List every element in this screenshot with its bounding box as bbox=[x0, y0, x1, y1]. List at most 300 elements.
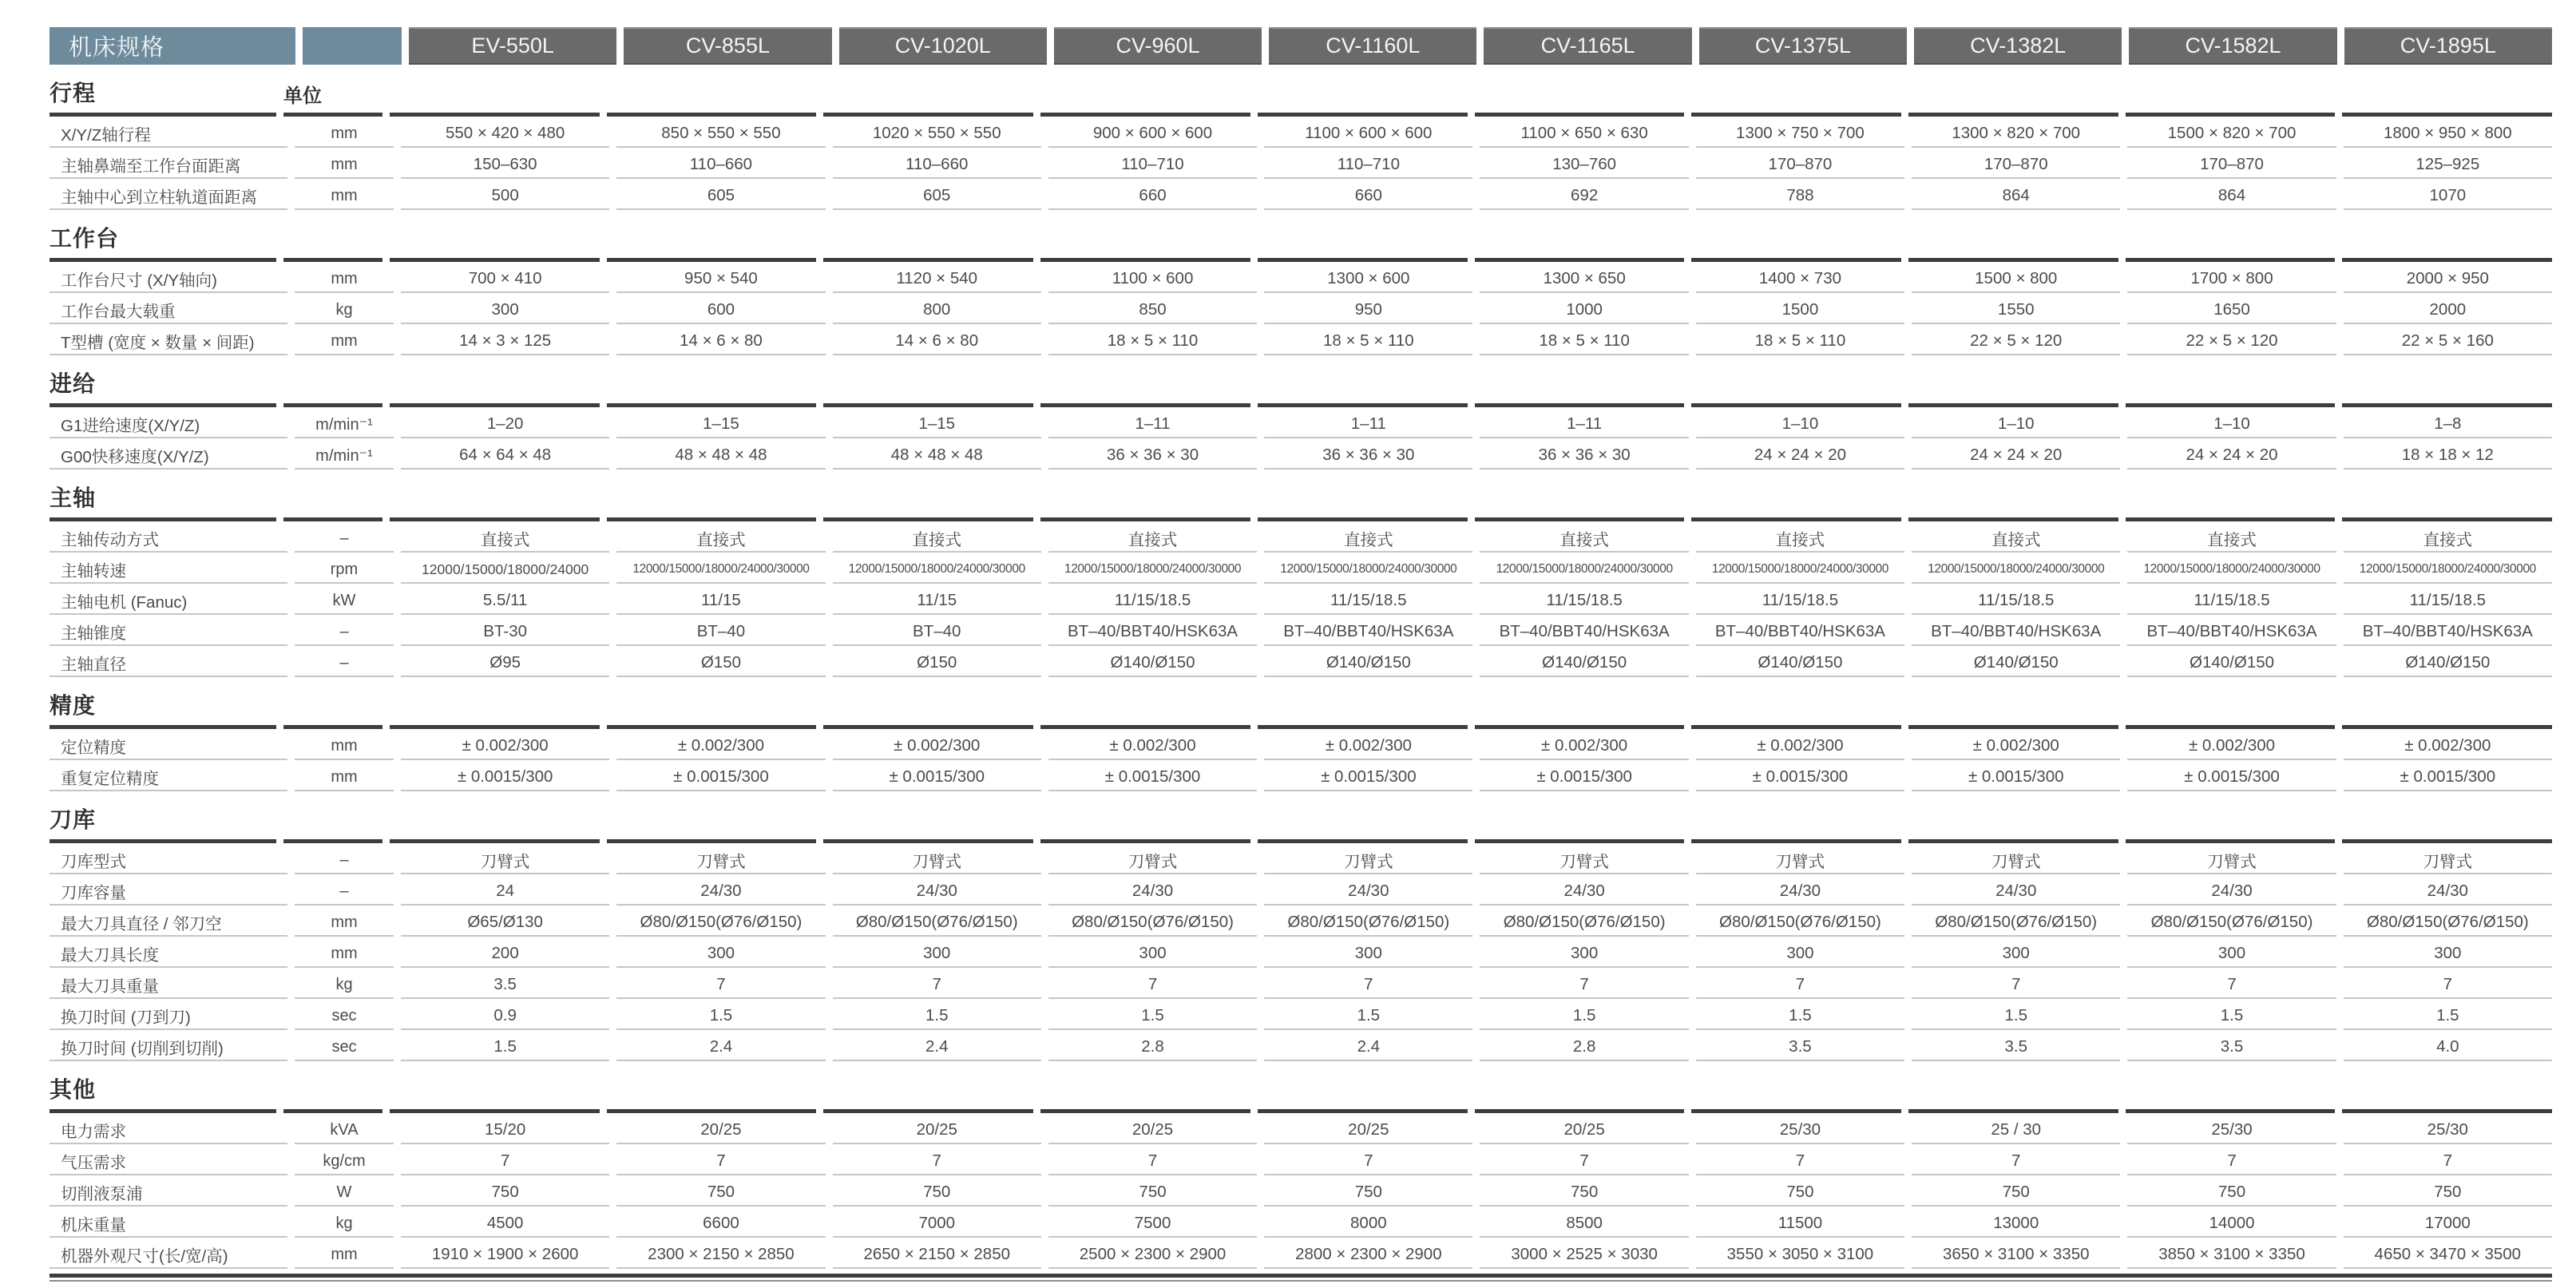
row-value: 1400 × 730 bbox=[1696, 266, 1904, 293]
section-rule-segment bbox=[2126, 1073, 2336, 1113]
row-value: 22 × 5 × 120 bbox=[2127, 328, 2336, 355]
spec-row bbox=[50, 588, 2552, 615]
row-value: 12000/15000/18000/24000 bbox=[401, 557, 609, 584]
row-value: 14 × 6 × 80 bbox=[616, 328, 825, 355]
row-value: ± 0.0015/300 bbox=[2344, 764, 2552, 791]
row-value: 1.5 bbox=[1264, 1003, 1472, 1030]
row-value: 20/25 bbox=[1480, 1117, 1688, 1144]
row-value: 14 × 6 × 80 bbox=[833, 328, 1041, 355]
section-rule-segment bbox=[1475, 77, 1685, 117]
row-value: ± 0.0015/300 bbox=[2127, 764, 2336, 791]
row-unit: – bbox=[295, 619, 394, 646]
section-rule-segment bbox=[1475, 1073, 1685, 1113]
row-value: 1100 × 650 × 630 bbox=[1480, 121, 1688, 148]
row-value: BT–40 bbox=[833, 619, 1041, 646]
row-unit: mm bbox=[295, 266, 394, 293]
row-value: 1–8 bbox=[2344, 411, 2552, 438]
row-value: Ø140/Ø150 bbox=[1048, 650, 1257, 677]
row-label: 刀库容量 bbox=[50, 878, 287, 906]
row-value: 1300 × 650 bbox=[1480, 266, 1688, 293]
row-value: 4.0 bbox=[2344, 1034, 2552, 1061]
row-value: ± 0.0015/300 bbox=[1480, 764, 1688, 791]
row-label: 主轴锥度 bbox=[50, 619, 287, 646]
section-rule-segment bbox=[1908, 77, 2118, 117]
row-value: 110–710 bbox=[1264, 152, 1472, 179]
section-title: 工作台 bbox=[50, 222, 276, 262]
model-header: CV-1582L bbox=[2129, 27, 2336, 65]
row-value: 24/30 bbox=[1480, 878, 1688, 906]
row-value: 7 bbox=[2344, 1148, 2552, 1175]
row-value: 125–925 bbox=[2344, 152, 2552, 179]
spec-row bbox=[50, 328, 2552, 355]
section-rule-segment bbox=[2126, 482, 2336, 521]
row-value: 36 × 36 × 30 bbox=[1480, 442, 1688, 470]
row-value: 864 bbox=[1912, 183, 2120, 210]
row-value: 24/30 bbox=[616, 878, 825, 906]
row-value: 22 × 5 × 120 bbox=[1912, 328, 2120, 355]
row-value: Ø140/Ø150 bbox=[1264, 650, 1472, 677]
section-rule-segment bbox=[1691, 222, 1901, 262]
row-value: 1–15 bbox=[833, 411, 1041, 438]
row-value: 直接式 bbox=[616, 525, 825, 553]
section-rule-segment bbox=[1258, 689, 1468, 729]
row-label: G00快移速度(X/Y/Z) bbox=[50, 442, 287, 470]
section-rule-segment bbox=[2126, 803, 2336, 843]
row-unit: kg bbox=[295, 972, 394, 999]
row-value: 18 × 5 × 110 bbox=[1696, 328, 1904, 355]
row-value: 788 bbox=[1696, 183, 1904, 210]
spec-section bbox=[50, 77, 2552, 210]
row-value: 1–11 bbox=[1048, 411, 1257, 438]
row-value: 1.5 bbox=[401, 1034, 609, 1061]
spec-row bbox=[50, 1117, 2552, 1144]
section-rule-segment bbox=[390, 482, 600, 521]
row-value: 7 bbox=[1912, 972, 2120, 999]
row-value: 8000 bbox=[1264, 1211, 1472, 1238]
row-value: 直接式 bbox=[1696, 525, 1904, 553]
row-unit: – bbox=[295, 847, 394, 874]
row-value: 48 × 48 × 48 bbox=[833, 442, 1041, 470]
row-value: 1.5 bbox=[1696, 1003, 1904, 1030]
row-value: 300 bbox=[616, 941, 825, 968]
section-rule-segment bbox=[1908, 689, 2118, 729]
row-value: 8500 bbox=[1480, 1211, 1688, 1238]
spec-row bbox=[50, 878, 2552, 906]
row-value: 800 bbox=[833, 297, 1041, 324]
row-value: 300 bbox=[833, 941, 1041, 968]
row-unit: kg bbox=[295, 297, 394, 324]
row-value: Ø80/Ø150(Ø76/Ø150) bbox=[2127, 910, 2336, 937]
section-rule-segment bbox=[2342, 482, 2552, 521]
row-value: 18 × 5 × 110 bbox=[1048, 328, 1257, 355]
row-unit: rpm bbox=[295, 557, 394, 584]
row-value: ± 0.0015/300 bbox=[833, 764, 1041, 791]
section-rule-segment bbox=[2342, 77, 2552, 117]
row-label: 切削液泵浦 bbox=[50, 1179, 287, 1207]
row-value: 110–660 bbox=[616, 152, 825, 179]
row-value: ± 0.002/300 bbox=[1696, 733, 1904, 760]
row-value: 1300 × 600 bbox=[1264, 266, 1472, 293]
model-header: CV-1160L bbox=[1269, 27, 1476, 65]
row-value: 12000/15000/18000/24000/30000 bbox=[2344, 557, 2552, 584]
row-value: 24/30 bbox=[1264, 878, 1472, 906]
row-value: 864 bbox=[2127, 183, 2336, 210]
section-rule-segment bbox=[607, 367, 817, 407]
row-value: 24 × 24 × 20 bbox=[2127, 442, 2336, 470]
section-rule-segment bbox=[1040, 367, 1250, 407]
row-value: 11/15/18.5 bbox=[1696, 588, 1904, 615]
spec-row bbox=[50, 764, 2552, 791]
row-value: 2.4 bbox=[616, 1034, 825, 1061]
section-rule-segment bbox=[1258, 77, 1468, 117]
row-value: 1–11 bbox=[1480, 411, 1688, 438]
machine-spec-table bbox=[50, 27, 2552, 1282]
spec-row bbox=[50, 152, 2552, 179]
section-title-row bbox=[50, 1073, 2552, 1113]
row-value: 25/30 bbox=[2344, 1117, 2552, 1144]
row-value: 750 bbox=[2127, 1179, 2336, 1207]
row-value: 24 bbox=[401, 878, 609, 906]
row-value: 1.5 bbox=[1048, 1003, 1257, 1030]
row-value: 170–870 bbox=[2127, 152, 2336, 179]
row-value: Ø140/Ø150 bbox=[2344, 650, 2552, 677]
row-value: 110–710 bbox=[1048, 152, 1257, 179]
unit-column-label bbox=[283, 689, 382, 729]
row-label: G1进给速度(X/Y/Z) bbox=[50, 411, 287, 438]
row-value: 15/20 bbox=[401, 1117, 609, 1144]
row-value: 750 bbox=[2344, 1179, 2552, 1207]
section-rule-segment bbox=[1040, 803, 1250, 843]
row-value: Ø95 bbox=[401, 650, 609, 677]
row-value: 170–870 bbox=[1912, 152, 2120, 179]
row-value: 300 bbox=[1912, 941, 2120, 968]
row-value: 48 × 48 × 48 bbox=[616, 442, 825, 470]
spec-row bbox=[50, 442, 2552, 470]
row-unit: W bbox=[295, 1179, 394, 1207]
row-value: 7 bbox=[2344, 972, 2552, 999]
row-label: 气压需求 bbox=[50, 1148, 287, 1175]
row-value: 1500 bbox=[1696, 297, 1904, 324]
row-value: 12000/15000/18000/24000/30000 bbox=[833, 557, 1041, 584]
row-value: 1–15 bbox=[616, 411, 825, 438]
row-value: 1300 × 820 × 700 bbox=[1912, 121, 2120, 148]
section-rule-segment bbox=[1691, 1073, 1901, 1113]
section-title: 刀库 bbox=[50, 803, 276, 843]
sections-container bbox=[50, 77, 2552, 1269]
unit-column-label bbox=[283, 1073, 382, 1113]
row-value: 1020 × 550 × 550 bbox=[833, 121, 1041, 148]
section-rule-segment bbox=[2342, 803, 2552, 843]
section-rule-segment bbox=[823, 689, 1033, 729]
row-value: 7 bbox=[833, 972, 1041, 999]
row-value: 直接式 bbox=[1480, 525, 1688, 553]
spec-row bbox=[50, 1034, 2552, 1061]
row-value: 1100 × 600 × 600 bbox=[1264, 121, 1472, 148]
spec-row bbox=[50, 557, 2552, 584]
section-title: 精度 bbox=[50, 689, 276, 729]
spec-row bbox=[50, 525, 2552, 553]
model-header: CV-1382L bbox=[1914, 27, 2122, 65]
row-value: Ø80/Ø150(Ø76/Ø150) bbox=[2344, 910, 2552, 937]
spec-row bbox=[50, 972, 2552, 999]
row-value: BT–40/BBT40/HSK63A bbox=[1480, 619, 1688, 646]
section-rule-segment bbox=[1908, 803, 2118, 843]
section-rule-segment bbox=[1691, 482, 1901, 521]
row-value: 750 bbox=[401, 1179, 609, 1207]
row-value: 605 bbox=[833, 183, 1041, 210]
section-rule-segment bbox=[2126, 689, 2336, 729]
row-value: 24/30 bbox=[833, 878, 1041, 906]
section-rule-segment bbox=[823, 482, 1033, 521]
row-value: 36 × 36 × 30 bbox=[1264, 442, 1472, 470]
row-value: ± 0.0015/300 bbox=[401, 764, 609, 791]
table-bottom-rule bbox=[50, 1274, 2552, 1278]
model-header: CV-1375L bbox=[1699, 27, 1907, 65]
row-value: 7 bbox=[1480, 972, 1688, 999]
section-rule-segment bbox=[1040, 1073, 1250, 1113]
unit-column-label bbox=[283, 222, 382, 262]
section-rule-segment bbox=[390, 77, 600, 117]
row-value: Ø140/Ø150 bbox=[2127, 650, 2336, 677]
model-header: CV-960L bbox=[1054, 27, 1262, 65]
row-value: 3.5 bbox=[1696, 1034, 1904, 1061]
spec-row bbox=[50, 266, 2552, 293]
section-rule-segment bbox=[823, 1073, 1033, 1113]
row-label: 主轴转速 bbox=[50, 557, 287, 584]
row-value: 5.5/11 bbox=[401, 588, 609, 615]
row-value: 4650 × 3470 × 3500 bbox=[2344, 1242, 2552, 1269]
row-value: 700 × 410 bbox=[401, 266, 609, 293]
spec-section bbox=[50, 367, 2552, 470]
row-value: 1.5 bbox=[2127, 1003, 2336, 1030]
row-value: 11/15/18.5 bbox=[1912, 588, 2120, 615]
row-unit: kg/cm bbox=[295, 1148, 394, 1175]
row-label: 最大刀具重量 bbox=[50, 972, 287, 999]
row-value: 3.5 bbox=[401, 972, 609, 999]
row-value: ± 0.0015/300 bbox=[1912, 764, 2120, 791]
row-value: 1800 × 950 × 800 bbox=[2344, 121, 2552, 148]
section-rule-segment bbox=[823, 77, 1033, 117]
row-value: Ø80/Ø150(Ø76/Ø150) bbox=[1696, 910, 1904, 937]
row-value: 2500 × 2300 × 2900 bbox=[1048, 1242, 1257, 1269]
section-rule-segment bbox=[1258, 803, 1468, 843]
spec-table-header-row bbox=[50, 27, 2552, 65]
section-rule-segment bbox=[1040, 77, 1250, 117]
row-unit: – bbox=[295, 525, 394, 553]
row-label: 刀库型式 bbox=[50, 847, 287, 874]
row-value: 24 × 24 × 20 bbox=[1696, 442, 1904, 470]
section-rule-segment bbox=[2342, 222, 2552, 262]
spec-row bbox=[50, 1179, 2552, 1207]
row-value: 7 bbox=[1264, 1148, 1472, 1175]
section-title: 主轴 bbox=[50, 482, 276, 521]
spec-row bbox=[50, 297, 2552, 324]
row-unit: kg bbox=[295, 1211, 394, 1238]
row-label: 主轴电机 (Fanuc) bbox=[50, 588, 287, 615]
row-value: BT–40/BBT40/HSK63A bbox=[1912, 619, 2120, 646]
row-label: 工作台最大载重 bbox=[50, 297, 287, 324]
row-unit: mm bbox=[295, 733, 394, 760]
row-value: 12000/15000/18000/24000/30000 bbox=[616, 557, 825, 584]
section-title: 行程 bbox=[50, 77, 276, 117]
row-value: 7 bbox=[2127, 972, 2336, 999]
row-value: 64 × 64 × 48 bbox=[401, 442, 609, 470]
row-value: BT–40/BBT40/HSK63A bbox=[2127, 619, 2336, 646]
row-value: 2.8 bbox=[1048, 1034, 1257, 1061]
row-value: 1550 bbox=[1912, 297, 2120, 324]
row-value: 900 × 600 × 600 bbox=[1048, 121, 1257, 148]
section-rule-segment bbox=[823, 222, 1033, 262]
row-value: Ø80/Ø150(Ø76/Ø150) bbox=[833, 910, 1041, 937]
row-value: 25/30 bbox=[1696, 1117, 1904, 1144]
row-value: 750 bbox=[1912, 1179, 2120, 1207]
spec-row bbox=[50, 183, 2552, 210]
row-value: 刀臂式 bbox=[2127, 847, 2336, 874]
row-label: 主轴鼻端至工作台面距离 bbox=[50, 152, 287, 179]
row-value: 3850 × 3100 × 3350 bbox=[2127, 1242, 2336, 1269]
row-value: 7 bbox=[1696, 1148, 1904, 1175]
spec-section bbox=[50, 222, 2552, 355]
row-value: 12000/15000/18000/24000/30000 bbox=[1696, 557, 1904, 584]
section-rule-segment bbox=[390, 367, 600, 407]
section-rule-segment bbox=[607, 77, 817, 117]
row-value: 2.4 bbox=[833, 1034, 1041, 1061]
section-rule-segment bbox=[607, 482, 817, 521]
row-value: 17000 bbox=[2344, 1211, 2552, 1238]
row-unit: sec bbox=[295, 1034, 394, 1061]
section-rule-segment bbox=[2126, 222, 2336, 262]
row-value: 950 bbox=[1264, 297, 1472, 324]
section-title-row bbox=[50, 689, 2552, 729]
row-value: 刀臂式 bbox=[1480, 847, 1688, 874]
row-label: 主轴中心到立柱轨道面距离 bbox=[50, 183, 287, 210]
spec-row bbox=[50, 1148, 2552, 1175]
spec-row bbox=[50, 1003, 2552, 1030]
row-value: 2.4 bbox=[1264, 1034, 1472, 1061]
spec-row bbox=[50, 847, 2552, 874]
spec-row bbox=[50, 411, 2552, 438]
row-value: 12000/15000/18000/24000/30000 bbox=[1912, 557, 2120, 584]
row-value: Ø150 bbox=[616, 650, 825, 677]
spec-row bbox=[50, 910, 2552, 937]
row-value: 300 bbox=[2344, 941, 2552, 968]
row-label: 重复定位精度 bbox=[50, 764, 287, 791]
row-label: 主轴传动方式 bbox=[50, 525, 287, 553]
section-rule-segment bbox=[1475, 689, 1685, 729]
row-value: 20/25 bbox=[616, 1117, 825, 1144]
row-value: BT-30 bbox=[401, 619, 609, 646]
row-value: 1.5 bbox=[1912, 1003, 2120, 1030]
row-value: ± 0.002/300 bbox=[2127, 733, 2336, 760]
section-rule-segment bbox=[823, 367, 1033, 407]
row-value: 12000/15000/18000/24000/30000 bbox=[2127, 557, 2336, 584]
section-rule-segment bbox=[2342, 689, 2552, 729]
row-value: ± 0.0015/300 bbox=[1264, 764, 1472, 791]
row-label: 机器外观尺寸(长/宽/高) bbox=[50, 1242, 287, 1269]
row-value: 7500 bbox=[1048, 1211, 1257, 1238]
row-value: BT–40/BBT40/HSK63A bbox=[1696, 619, 1904, 646]
model-header: CV-855L bbox=[624, 27, 831, 65]
row-value: ± 0.002/300 bbox=[1264, 733, 1472, 760]
row-value: 1–10 bbox=[2127, 411, 2336, 438]
unit-column-label bbox=[283, 803, 382, 843]
section-rule-segment bbox=[607, 689, 817, 729]
model-header: CV-1020L bbox=[839, 27, 1047, 65]
row-value: 2000 × 950 bbox=[2344, 266, 2552, 293]
row-unit: – bbox=[295, 650, 394, 677]
table-title: 机床规格 bbox=[50, 27, 295, 65]
section-rule-segment bbox=[1691, 803, 1901, 843]
row-value: 850 bbox=[1048, 297, 1257, 324]
row-value: 1–20 bbox=[401, 411, 609, 438]
row-value: 11/15/18.5 bbox=[2127, 588, 2336, 615]
row-value: 3.5 bbox=[1912, 1034, 2120, 1061]
row-value: 18 × 18 × 12 bbox=[2344, 442, 2552, 470]
row-value: Ø140/Ø150 bbox=[1696, 650, 1904, 677]
row-value: 24 × 24 × 20 bbox=[1912, 442, 2120, 470]
row-value: 24/30 bbox=[2344, 878, 2552, 906]
section-rule-segment bbox=[2126, 367, 2336, 407]
row-value: Ø140/Ø150 bbox=[1480, 650, 1688, 677]
section-title-row bbox=[50, 222, 2552, 262]
row-value: 660 bbox=[1264, 183, 1472, 210]
row-label: X/Y/Z轴行程 bbox=[50, 121, 287, 148]
row-value: 直接式 bbox=[2344, 525, 2552, 553]
row-value: 950 × 540 bbox=[616, 266, 825, 293]
row-value: 7 bbox=[833, 1148, 1041, 1175]
row-value: 300 bbox=[1480, 941, 1688, 968]
row-value: ± 0.0015/300 bbox=[1048, 764, 1257, 791]
row-value: BT–40/BBT40/HSK63A bbox=[1048, 619, 1257, 646]
row-value: 24/30 bbox=[2127, 878, 2336, 906]
section-rule-segment bbox=[1908, 367, 2118, 407]
section-rule-segment bbox=[1691, 689, 1901, 729]
row-unit: sec bbox=[295, 1003, 394, 1030]
spec-section bbox=[50, 482, 2552, 677]
row-value: 300 bbox=[401, 297, 609, 324]
row-label: 电力需求 bbox=[50, 1117, 287, 1144]
model-header: CV-1165L bbox=[1484, 27, 1691, 65]
row-unit: mm bbox=[295, 910, 394, 937]
row-value: 7 bbox=[401, 1148, 609, 1175]
row-value: 7000 bbox=[833, 1211, 1041, 1238]
section-rule-segment bbox=[1258, 482, 1468, 521]
row-value: 14 × 3 × 125 bbox=[401, 328, 609, 355]
section-rule-segment bbox=[1040, 689, 1250, 729]
spec-row bbox=[50, 1242, 2552, 1269]
model-header: CV-1895L bbox=[2344, 27, 2552, 65]
section-rule-segment bbox=[607, 1073, 817, 1113]
row-value: 25 / 30 bbox=[1912, 1117, 2120, 1144]
section-rule-segment bbox=[823, 803, 1033, 843]
section-rule-segment bbox=[1475, 222, 1685, 262]
row-value: BT–40 bbox=[616, 619, 825, 646]
spec-row bbox=[50, 121, 2552, 148]
row-value: 750 bbox=[1264, 1179, 1472, 1207]
row-unit: – bbox=[295, 878, 394, 906]
section-title: 其他 bbox=[50, 1073, 276, 1113]
row-value: 4500 bbox=[401, 1211, 609, 1238]
section-rule-segment bbox=[1475, 803, 1685, 843]
row-value: 1120 × 540 bbox=[833, 266, 1041, 293]
row-value: 3550 × 3050 × 3100 bbox=[1696, 1242, 1904, 1269]
row-value: ± 0.002/300 bbox=[1912, 733, 2120, 760]
model-header: EV-550L bbox=[409, 27, 616, 65]
section-rule-segment bbox=[1908, 222, 2118, 262]
row-value: 3650 × 3100 × 3350 bbox=[1912, 1242, 2120, 1269]
row-value: 1.5 bbox=[616, 1003, 825, 1030]
row-label: T型槽 (宽度 × 数量 × 间距) bbox=[50, 328, 287, 355]
